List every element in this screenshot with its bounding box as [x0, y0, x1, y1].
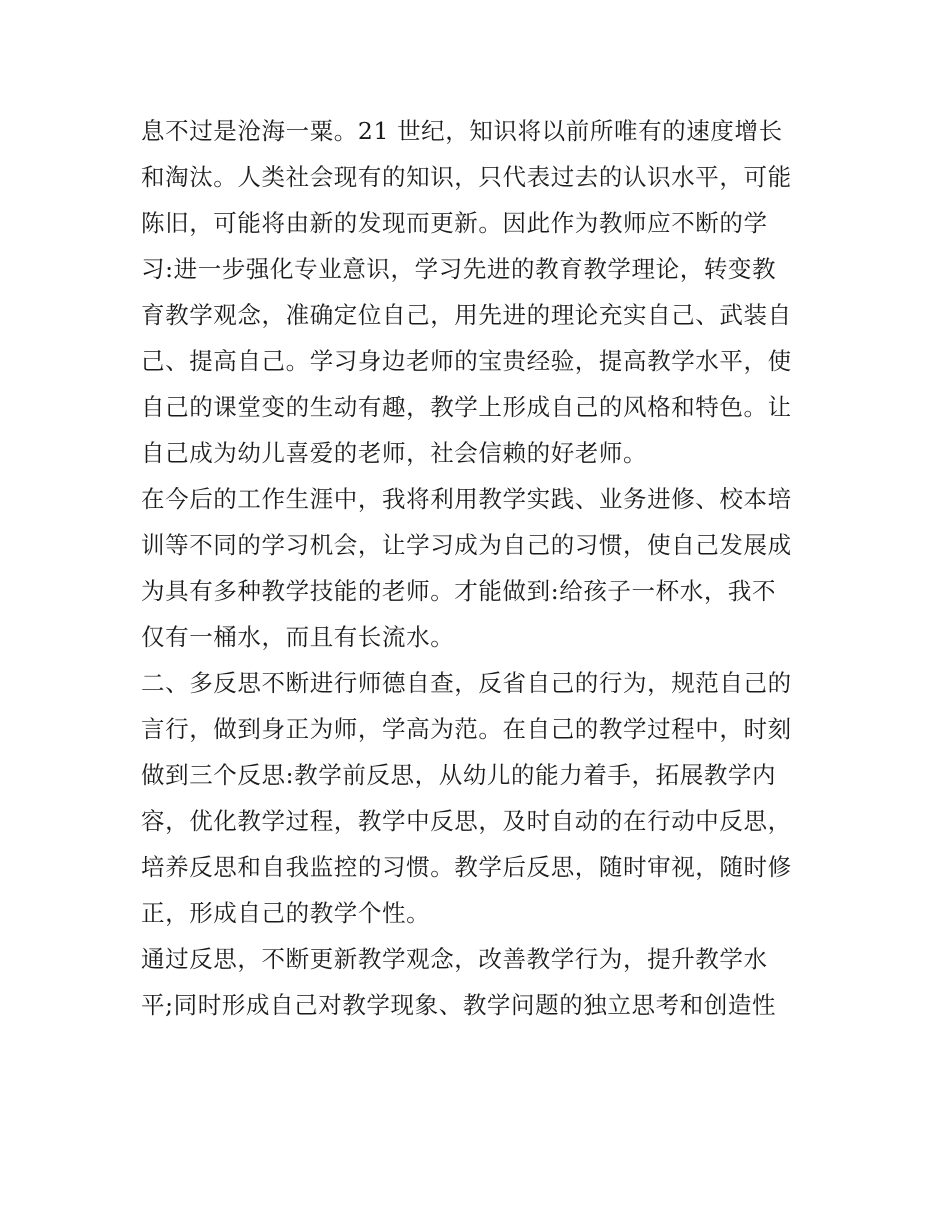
text-line: 陈旧，可能将由新的发现而更新。因此作为教师应不断的学 — [141, 209, 768, 237]
text-line: 息不过是沧海一粟。21 世纪，知识将以前所唯有的速度增长 — [141, 117, 783, 145]
text-line: 自己成为幼儿喜爱的老师，社会信赖的好老师。 — [141, 439, 648, 467]
text-line: 通过反思，不断更新教学观念，改善教学行为，提升教学水 — [141, 945, 768, 973]
text-line: 培养反思和自我监控的习惯。教学后反思，随时审视，随时修 — [141, 853, 792, 881]
text-line: 做到三个反思:教学前反思，从幼儿的能力着手，拓展教学内 — [141, 761, 777, 789]
text-line: 正，形成自己的教学个性。 — [141, 899, 431, 927]
text-line: 习:进一步强化专业意识，学习先进的教育教学理论，转变教 — [141, 255, 777, 283]
paragraph-4 — [141, 936, 821, 1028]
text-line: 和淘汰。人类社会现有的知识，只代表过去的认识水平，可能 — [141, 163, 792, 191]
text-line: 训等不同的学习机会，让学习成为自己的习惯，使自己发展成 — [141, 531, 792, 559]
text-line: 平;同时形成自己对教学现象、教学问题的独立思考和创造性 — [141, 991, 777, 1019]
text-line: 育教学观念，准确定位自己，用先进的理论充实自己、武装自 — [141, 301, 792, 329]
text-line: 二、多反思不断进行师德自查，反省自己的行为，规范自己的 — [141, 669, 792, 697]
paragraph-3 — [141, 660, 821, 936]
text-line: 为具有多种教学技能的老师。才能做到:给孩子一杯水，我不 — [141, 577, 777, 605]
document-body — [141, 108, 821, 1028]
text-line: 容，优化教学过程，教学中反思，及时自动的在行动中反思， — [141, 807, 792, 835]
text-line: 仅有一桶水，而且有长流水。 — [141, 623, 455, 651]
paragraph-2 — [141, 476, 821, 660]
text-line: 己、提高自己。学习身边老师的宝贵经验，提高教学水平，使 — [141, 347, 792, 375]
text-line: 在今后的工作生涯中，我将利用教学实践、业务进修、校本培 — [141, 485, 792, 513]
text-line: 自己的课堂变的生动有趣，教学上形成自己的风格和特色。让 — [141, 393, 792, 421]
text-line: 言行，做到身正为师，学高为范。在自己的教学过程中，时刻 — [141, 715, 792, 743]
paragraph-1 — [141, 108, 821, 476]
